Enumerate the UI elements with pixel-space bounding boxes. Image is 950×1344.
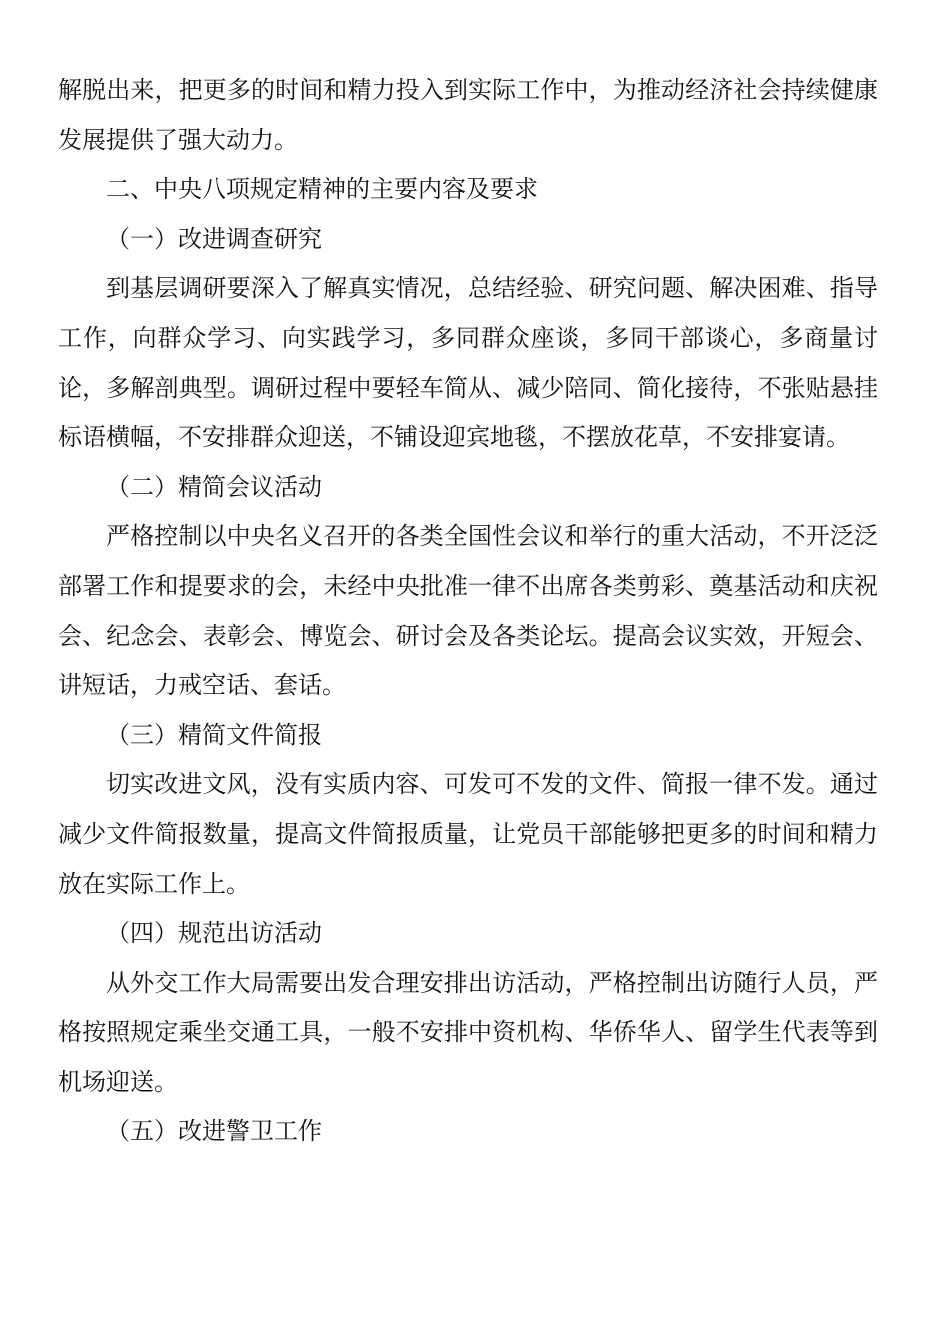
document-page (58, 66, 878, 1157)
subheading-5: （五）改进警卫工作 (106, 1117, 322, 1146)
paragraph-visits: 从外交工作大局需要出发合理安排出访活动，严格控制出访随行人员，严格按照规定乘坐交通工具，一般不安排中资机构、华侨华人、留学生代表等到机场迎送。 (58, 968, 878, 1096)
subheading-3: （三）精简文件简报 (106, 720, 322, 749)
paragraph-research: 到基层调研要深入了解真实情况，总结经验、研究问题、解决困难、指导工作，向群众学习、向实践学习，多同群众座谈，多同干部谈心，多商量讨论，多解剖典型。调研过程中要轻车简从、减少陪同、简化接待，不张贴悬挂标语横幅，不安排群众迎送，不铺设迎宾地毯，不摆放花草，不安排宴请。 (58, 274, 878, 452)
section-heading-2: 二、中央八项规定精神的主要内容及要求 (106, 175, 538, 204)
paragraph-continuation: 解脱出来，把更多的时间和精力投入到实际工作中，为推动经济社会持续健康发展提供了强大动力。 (58, 76, 878, 154)
subheading-2: （二）精简会议活动 (106, 472, 322, 501)
paragraph-documents: 切实改进文风，没有实质内容、可发可不发的文件、简报一律不发。通过减少文件简报数量，提高文件简报质量，让党员干部能够把更多的时间和精力放在实际工作上。 (58, 770, 878, 898)
paragraph-meetings: 严格控制以中央名义召开的各类全国性会议和举行的重大活动，不开泛泛部署工作和提要求的会，未经中央批准一律不出席各类剪彩、奠基活动和庆祝会、纪念会、表彰会、博览会、研讨会及各类论坛。提高会议实效，开短会、讲短话，力戒空话、套话。 (58, 522, 878, 700)
subheading-1: （一）改进调查研究 (106, 224, 322, 253)
subheading-4: （四）规范出访活动 (106, 919, 322, 948)
